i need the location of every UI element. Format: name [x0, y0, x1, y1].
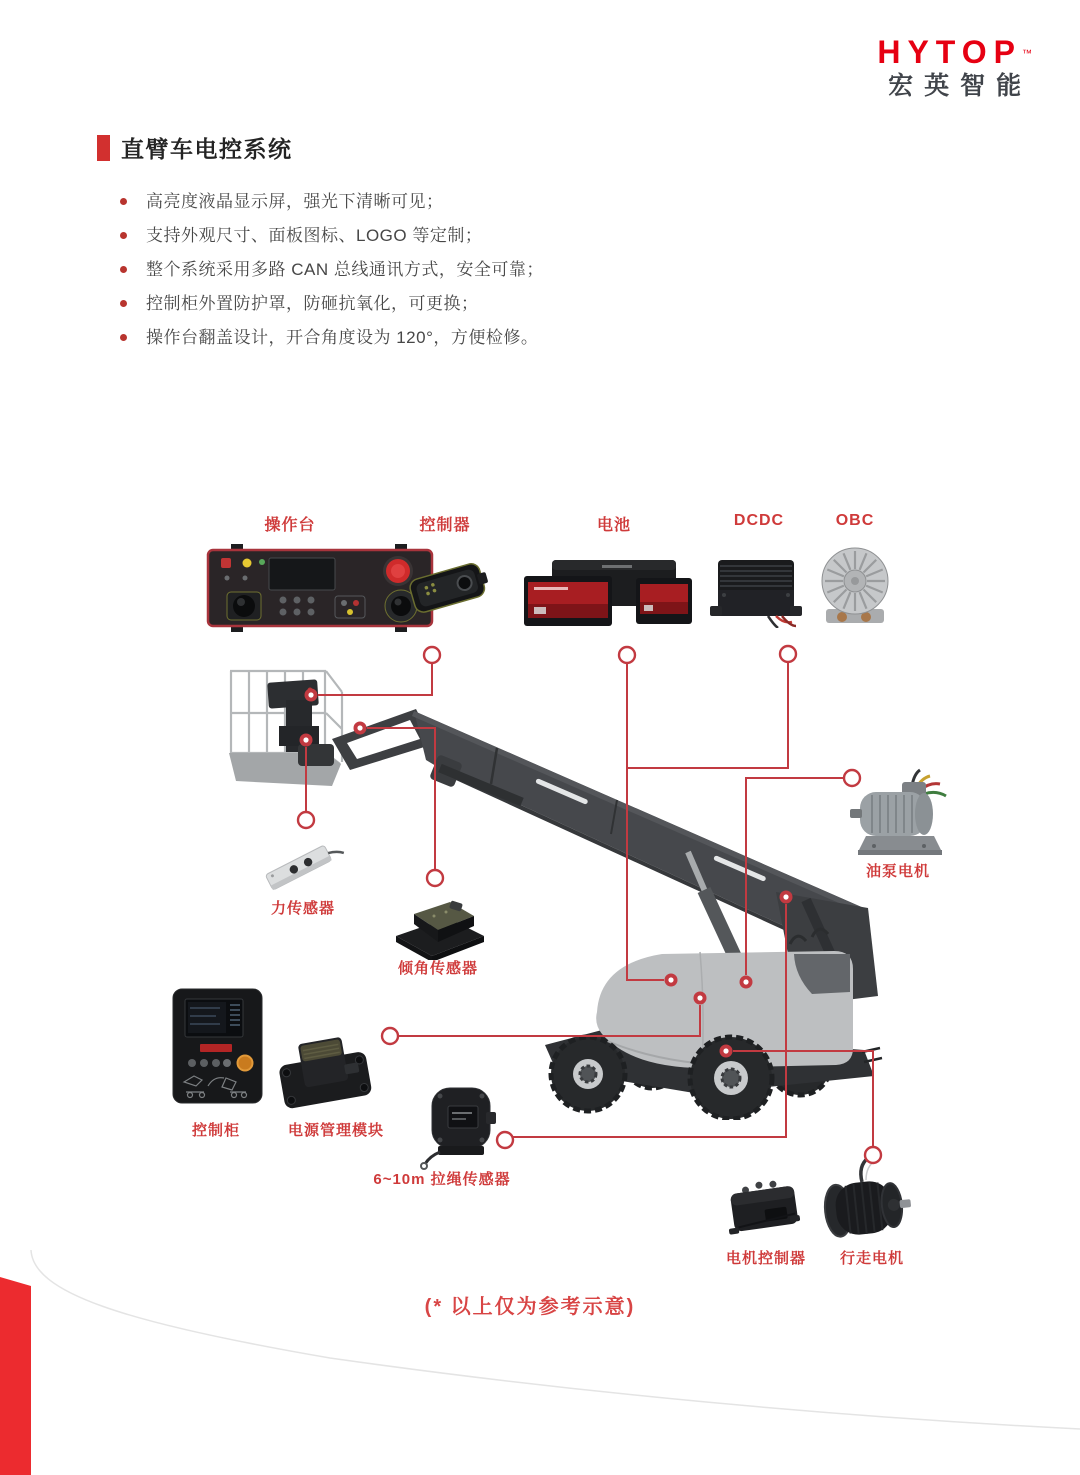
- label-rope-sensor: 6~10m 拉绳传感器: [373, 1171, 511, 1188]
- trademark-symbol: ™: [1022, 48, 1032, 60]
- page-title: 直臂车电控系统: [121, 136, 293, 162]
- feature-text: 控制柜外置防护罩，防砸抗氧化，可更换；: [146, 294, 479, 313]
- feature-item: [120, 328, 544, 348]
- section-header: [97, 131, 293, 164]
- label-obc: OBC: [835, 512, 875, 529]
- title-marker: [97, 135, 110, 161]
- feature-text: 支持外观尺寸、面板图标、LOGO 等定制；: [146, 226, 483, 245]
- bullet-icon: [120, 232, 127, 239]
- bottom-curve-line: [31, 1250, 1080, 1429]
- feature-text: 操作台翻盖设计，开合角度设为 120°，方便检修。: [146, 328, 539, 347]
- feature-item: [120, 192, 544, 212]
- power-module-photo: [276, 1028, 376, 1113]
- label-tilt-sensor: 倾角传感器: [397, 960, 479, 977]
- label-operator-console: 操作台: [264, 517, 316, 534]
- label-battery: 电池: [596, 517, 632, 534]
- feature-item: [120, 226, 544, 246]
- bullet-icon: [120, 334, 127, 341]
- footnote: (* 以上仅为参考示意): [424, 1296, 636, 1318]
- label-motor-controller: 电机控制器: [725, 1250, 807, 1267]
- bullet-icon: [120, 266, 127, 273]
- feature-item: [120, 260, 544, 280]
- bullet-icon: [120, 198, 127, 205]
- feature-list: [120, 192, 544, 362]
- battery-photo: [518, 546, 703, 631]
- label-control-cabinet: 控制柜: [191, 1122, 241, 1139]
- dcdc-photo: [706, 546, 806, 628]
- label-pump-motor: 油泵电机: [865, 863, 931, 880]
- label-travel-motor: 行走电机: [839, 1250, 905, 1267]
- force-sensor-photo: [256, 828, 346, 908]
- feature-text: 整个系统采用多路 CAN 总线通讯方式，安全可靠；: [146, 260, 544, 279]
- brand-name: HYTOP™: [877, 34, 1032, 70]
- label-controller: 控制器: [419, 517, 471, 534]
- feature-item: [120, 294, 544, 314]
- brand-logo: [877, 36, 1032, 99]
- controller-photo: [405, 547, 490, 627]
- label-power-module: 电源管理模块: [287, 1122, 385, 1139]
- control-cabinet-photo: [170, 986, 265, 1106]
- label-dcdc: DCDC: [733, 512, 785, 529]
- label-force-sensor: 力传感器: [270, 900, 336, 917]
- brand-subtitle: 宏英智能: [888, 72, 1033, 100]
- rope-sensor-photo: [420, 1082, 500, 1170]
- motor-controller-photo: [720, 1162, 805, 1247]
- travel-motor-photo: [816, 1154, 911, 1246]
- operator-console-photo: [205, 540, 435, 635]
- bullet-icon: [120, 300, 127, 307]
- feature-text: 高亮度液晶显示屏，强光下清晰可见；: [146, 192, 444, 211]
- pump-motor-photo: [850, 762, 950, 862]
- tilt-sensor-photo: [390, 880, 490, 960]
- corner-red-wedge: [0, 1277, 31, 1475]
- obc-photo: [810, 543, 898, 631]
